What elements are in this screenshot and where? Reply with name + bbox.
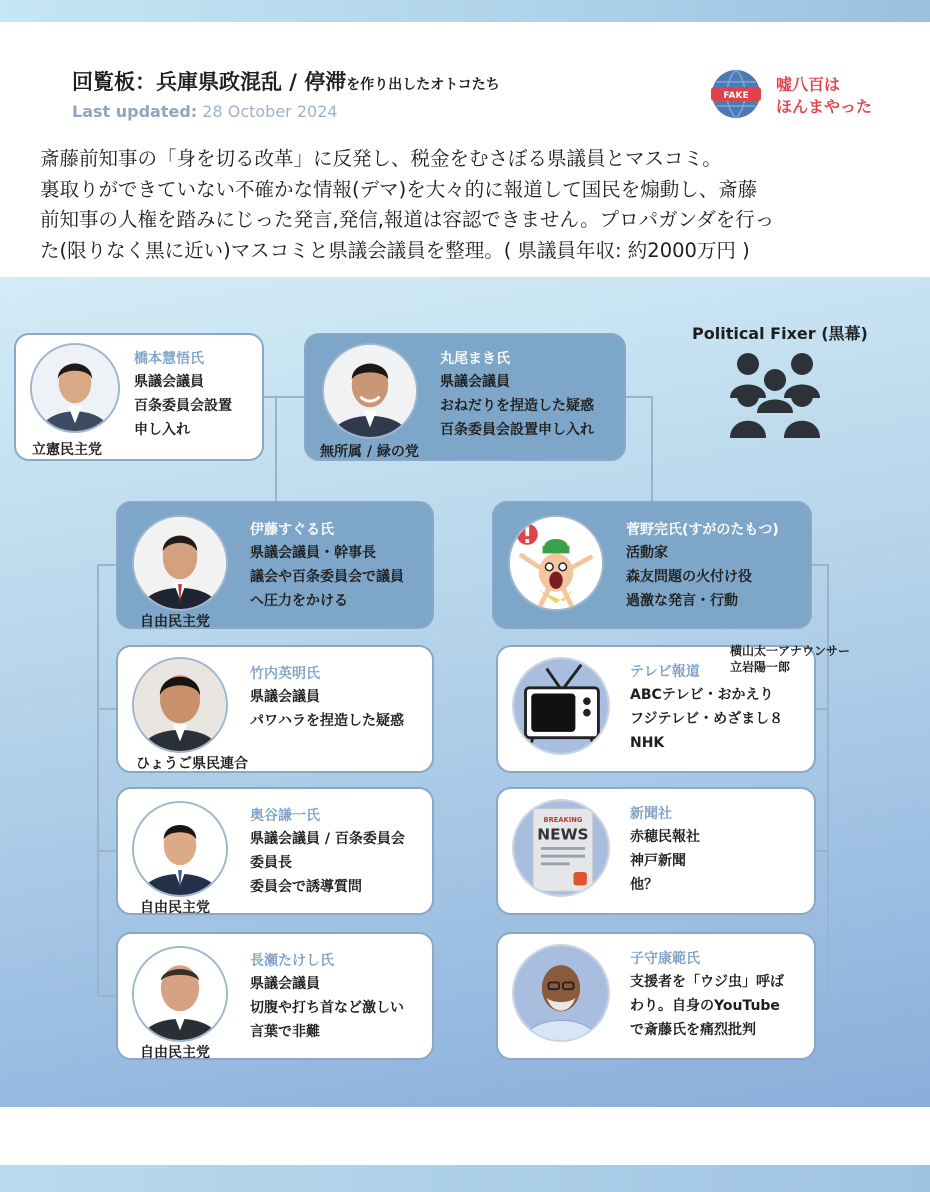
media-name: 子守康範氏 (630, 951, 700, 967)
media-desc-line: 森友問題の火付け役 (626, 569, 752, 585)
person-card-hashimoto (14, 333, 264, 461)
fixer-title: Political Fixer (黒幕) (692, 324, 868, 343)
media-desc-line: わり。自身のYouTube (630, 998, 780, 1014)
person-card-takeuchi (116, 645, 434, 773)
page-title (72, 66, 500, 96)
person-desc (250, 541, 404, 613)
person-card-ito (116, 501, 434, 629)
updated-date: 28 October 2024 (202, 102, 338, 121)
person-name: 丸尾まき氏 (440, 351, 510, 367)
media-name: テレビ報道 (630, 664, 700, 680)
person-photo (132, 946, 228, 1042)
fake-caption (776, 74, 872, 118)
person-desc-line: おねだりを捏造した疑惑 (440, 398, 594, 414)
person-photo (132, 801, 228, 897)
bottom-color-band (0, 1165, 930, 1192)
media-name: 新聞社 (630, 806, 672, 822)
media-card-newspaper (496, 787, 816, 915)
person-desc-line: 百条委員会設置申し入れ (440, 422, 594, 438)
intro-line: 前知事の人権を踏みにじった発言,発信,報道は容認できません。プロパガンダを行っ (40, 208, 775, 231)
group-people-icon (728, 350, 822, 440)
person-desc-line: 県議会議員 (250, 689, 320, 705)
fake-caption-line1: 嘘八百は (776, 75, 841, 94)
media-desc-line: 赤穂民報社 (630, 829, 700, 845)
bald-man-icon (512, 944, 610, 1042)
person-card-maruo (304, 333, 626, 461)
media-desc-line: ABCテレビ・おかえり (630, 687, 774, 703)
person-photo (132, 515, 228, 611)
person-desc-line: 県議会議員 (440, 374, 510, 390)
media-desc-line: 支援者を「ウジ虫」呼ば (630, 974, 784, 990)
news-badge: BREAKING (543, 816, 583, 825)
media-desc-line: 他？ (630, 877, 658, 893)
person-desc-line: 県議会議員 (250, 976, 320, 992)
announcer-note-line: 立岩陽一郎 (730, 660, 791, 674)
intro-line: た(限りなく黒に近い)マスコミと県議会議員を整理。( 県議員年収: 約2000万円 ) (40, 238, 750, 262)
last-updated (72, 102, 338, 121)
breaking-news-icon (512, 799, 610, 897)
person-desc (250, 685, 404, 733)
tv-icon (512, 657, 610, 755)
person-desc (250, 972, 404, 1044)
shouting-cartoon-icon (508, 515, 604, 611)
fake-caption-line2: ほんまやった (776, 97, 873, 116)
party-label: 自由民主党 (140, 900, 210, 916)
party-label: 自由民主党 (140, 1045, 210, 1061)
announcer-note (730, 643, 850, 675)
media-desc-line: 過激な発言・行動 (626, 593, 738, 609)
person-desc-line: 県議会議員 / 百条委員会 (250, 831, 405, 847)
person-desc-line: 申し入れ (134, 422, 190, 438)
title-sub: を作り出したオトコたち (346, 77, 500, 93)
top-color-band (0, 0, 930, 22)
media-desc-line: NHK (630, 735, 665, 751)
media-desc (630, 970, 784, 1042)
party-label: 無所属 / 緑の党 (320, 444, 419, 460)
person-desc-line: パワハラを捏造した疑惑 (250, 713, 404, 729)
person-desc-line: 百条委員会設置 (134, 398, 232, 414)
news-badge-big: NEWS (537, 825, 589, 844)
intro-line: 裏取りができていない不確かな情報(デマ)を大々的に報道して国民を煽動し、斎藤 (40, 177, 758, 201)
person-name: 奥谷謙一氏 (250, 808, 320, 824)
person-photo (132, 657, 228, 753)
fake-globe-icon (710, 68, 762, 120)
media-desc-line: で斎藤氏を痛烈批判 (630, 1022, 756, 1038)
person-card-okutani (116, 787, 434, 915)
person-desc (440, 370, 594, 442)
announcer-note-line: 横山太一アナウンサー (730, 644, 851, 658)
media-desc (630, 683, 783, 755)
updated-label: Last updated: (72, 102, 198, 121)
person-desc-line: 委員会で誘導質問 (250, 879, 362, 895)
media-card-komori (496, 932, 816, 1060)
person-desc-line: へ圧力をかける (250, 593, 348, 609)
party-label: 自由民主党 (140, 614, 210, 630)
person-desc-line: 県議会議員 (134, 374, 204, 390)
person-photo (30, 343, 120, 433)
person-desc-line: 切腹や打ち首など激しい (250, 1000, 404, 1016)
media-desc-line: 活動家 (626, 545, 668, 561)
person-desc-line: 議会や百条委員会で議員 (250, 569, 404, 585)
media-desc-line: 神戸新聞 (630, 853, 686, 869)
intro-paragraph (40, 144, 900, 266)
person-name: 竹内英明氏 (250, 666, 320, 682)
title-main: 回覧板：兵庫県政混乱 / 停滞 (72, 70, 347, 94)
person-desc (134, 370, 232, 442)
person-name: 橋本慧悟氏 (134, 351, 204, 367)
party-label: 立憲民主党 (32, 442, 102, 458)
party-label: ひょうご県民連合 (136, 756, 248, 772)
person-card-nagase (116, 932, 434, 1060)
logo-badge-text: FAKE (723, 91, 749, 101)
media-desc-line: フジテレビ・めざまし８ (630, 711, 784, 727)
media-card-sugano (492, 501, 812, 629)
media-desc (626, 541, 752, 613)
person-desc-line: 県議会議員・幹事長 (250, 545, 376, 561)
media-desc (630, 825, 700, 897)
person-desc-line: 委員長 (250, 855, 292, 871)
media-name: 菅野完氏(すがのたもつ) (626, 522, 779, 538)
intro-line: 斎藤前知事の「身を切る改革」に反発し、税金をむさぼる県議員とマスコミ。 (40, 147, 722, 170)
person-name: 長瀬たけし氏 (250, 953, 334, 969)
person-desc (250, 827, 405, 899)
person-desc-line: 言葉で非難 (250, 1024, 320, 1040)
person-name: 伊藤すぐる氏 (250, 522, 334, 538)
person-photo (322, 343, 418, 439)
